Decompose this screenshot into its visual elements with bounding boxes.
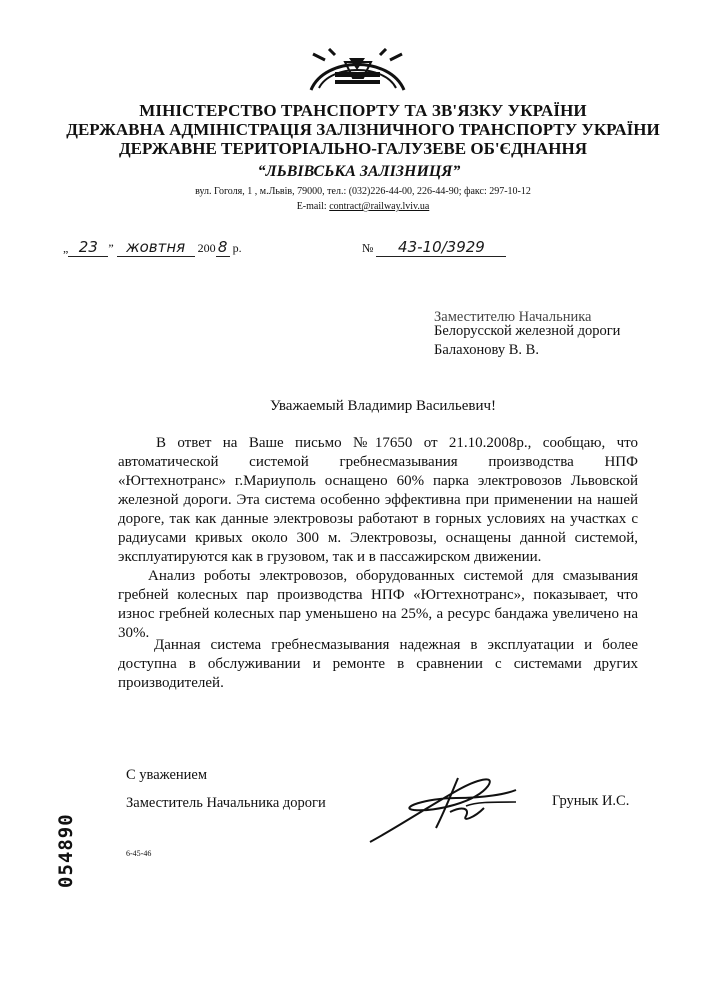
number-label: № [362,241,377,255]
registration-stamp-number: 054890 [55,813,77,888]
reference-number: 43-10/3929 [376,238,506,257]
body-paragraph: В ответ на Ваше письмо №17650 от 21.10.2008р., сообщаю, что автоматической системой гребнесмазывания производства НПФ «Югтехнотранс» г.Мариуполь оснащено 60% парка электровозов Львовской железной дороги. Эта система особенно эффективна при применении на нашей дороге, так как данные электровозы работают в горных условиях на участках с радиусами кривых около 300 м. Электровозы, оснащены данной системой, эксплуатируются как в грузовом, так и в пассажирском движении. [118,435,638,565]
greeting: Уважаемый Владимир Васильевич! [269,398,497,414]
closing-phrase: С уважением [126,767,208,783]
reference-number-line [362,238,506,257]
handwritten-signature [366,768,546,848]
document-code: 6-45-46 [126,849,152,858]
signatory-title: Заместитель Начальника дороги [126,795,326,811]
address-line: вул. Гоголя, 1 , м.Львів, 79000, тел.: (032)226-44-00, 226-44-90; факс: 297-10-12 [195,186,531,197]
email-label: E-mail: [296,201,330,212]
railway-logo-icon [305,48,410,94]
association-heading: ДЕРЖАВНЕ ТЕРИТОРІАЛЬНО-ГАЛУЗЕВЕ ОБ'ЄДНАННЯ [118,139,587,158]
signatory-name: Грунык И.С. [552,793,630,809]
railway-name-heading: “ЛЬВІВСЬКА ЗАЛІЗНИЦЯ” [257,163,461,180]
ministry-heading: МІНІСТЕРСТВО ТРАНСПОРТУ ТА ЗВ'ЯЗКУ УКРАЇНИ [139,101,587,120]
date-year-digit: 8 [216,238,230,257]
recipient-position: Заместителю Начальника [434,309,592,325]
email-address: contract@railway.lviv.ua [329,201,430,212]
date-year-suffix: р. [229,241,242,255]
date-day: 23 [68,238,108,257]
body-paragraph: Данная система гребнесмазывания надежная в эксплуатации и более доступна в обслуживании и ремонте в сравнении с системами других производителей. [118,637,638,691]
date-month: жовтня [117,238,195,257]
administration-heading: ДЕРЖАВНА АДМІНІСТРАЦІЯ ЗАЛІЗНИЧНОГО ТРАНСПОРТУ УКРАЇНИ [66,120,660,139]
email-line [0,201,726,212]
body-paragraph: Анализ роботы электровозов, оборудованных системой для смазывания гребней колесных пар производства НПФ «Югтехнотранс», показывает, что износ гребней колесных пар уменьшено на 25%, а ресурс бандажа увеличено на 30%. [118,568,638,641]
date-line: „ 23 ” жовтня 200 8 р. [63,238,242,256]
date-year-prefix: 200 [197,241,216,255]
recipient-organization: Белорусской железной дороги [434,323,621,339]
recipient-name: Балахонову В. В. [434,342,539,358]
